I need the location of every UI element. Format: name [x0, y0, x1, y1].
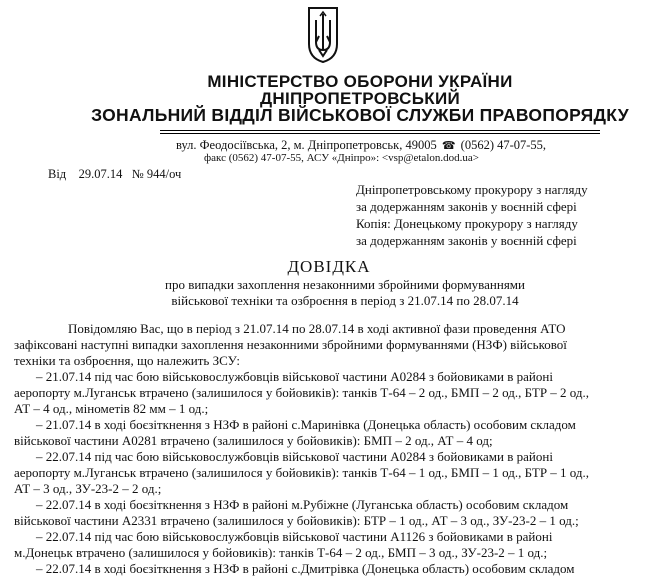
document-subtitle: військової техніки та озброєння в період з 21.07.14 по 28.07.14: [171, 293, 519, 308]
region-title: ДНІПРОПЕТРОВСЬКИЙ: [260, 89, 460, 108]
body-line: техніки та озброєння, що належить ЗСУ:: [14, 353, 240, 368]
phone-number: (0562) 47-07-55,: [460, 138, 547, 152]
body-line: зафіксовані наступні випадки захоплення незаконними збройними формуваннями (НЗФ) військової: [14, 337, 567, 352]
telephone-icon: ☎: [441, 140, 456, 152]
body-line: військової частини А0281 втрачено (залишилося у бойовиків): БМП – 2 од., АТ – 4 од;: [14, 433, 493, 448]
reference-label: Від: [48, 167, 67, 181]
body-line: – 22.07.14 в ході боєзіткнення з НЗФ в районі с.Дмитрівка (Донецька область) особовим складом: [36, 561, 575, 576]
body-line: АТ – 4 од., мінометів 82 мм – 1 од.;: [14, 401, 209, 416]
body-line: аеропорту м.Луганськ втрачено (залишилося у бойовиків): танків Т-64 – 1 од., БМП – 1 од., БТР – 1 од.,: [14, 465, 590, 480]
body-line: – 21.07.14 в ході боєзіткнення з НЗФ в районі с.Маринівка (Донецька область) особовим складом: [36, 417, 576, 432]
recipient-line: Дніпропетровському прокурору з нагляду: [356, 182, 588, 197]
department-title: ЗОНАЛЬНИЙ ВІДДІЛ ВІЙСЬКОВОЇ СЛУЖБИ ПРАВОПОРЯДКУ: [91, 105, 629, 125]
body-line: військової частини А2331 втрачено (залишилося у бойовиків): БТР – 1 од., АТ – 3 од., ЗУ-23-2 – 1 од.;: [14, 513, 579, 528]
ministry-title: МІНІСТЕРСТВО ОБОРОНИ УКРАЇНИ: [207, 72, 513, 91]
reference-date: 29.07.14: [78, 167, 123, 181]
document-subtitle: про випадки захоплення незаконними збройними формуваннями: [164, 277, 525, 292]
header-divider-secondary: [160, 133, 600, 134]
document-title: ДОВІДКА: [287, 257, 371, 276]
street-address: вул. Феодосіївська, 2, м. Дніпропетровськ, 49005: [176, 138, 437, 152]
address-line: [176, 138, 546, 153]
body-line: м.Донецьк втрачено (залишилося у бойовиків): танків Т-64 – 2 од., БМП – 3 од., ЗУ-23-2 – 1 од.;: [14, 545, 548, 560]
coat-of-arms-icon: [306, 6, 340, 64]
reference-number: № 944/оч: [131, 167, 182, 181]
reference-line: [48, 167, 181, 182]
body-line: – 22.07.14 під час бою військовослужбовців військової частини А0284 з бойовиками в районі: [36, 449, 553, 464]
recipient-line: за додержанням законів у воєнній сфері: [356, 233, 577, 248]
body-line: Повідомляю Вас, що в період з 21.07.14 по 28.07.14 в ході активної фази проведення АТО: [68, 321, 566, 336]
recipient-line: Копія: Донецькому прокурору з нагляду: [356, 216, 578, 231]
body-line: – 21.07.14 під час бою військовослужбовців військової частини А0284 з бойовиками в районі: [36, 369, 553, 384]
recipient-line: за додержанням законів у воєнній сфері: [356, 199, 577, 214]
body-line: – 22.07.14 під час бою військовослужбовців військової частини А1126 з бойовиками в районі: [36, 529, 553, 544]
body-line: – 22.07.14 в ході боєзіткнення з НЗФ в районі м.Рубіжне (Луганська область) особовим складом: [36, 497, 569, 512]
body-line: АТ – 3 од., ЗУ-23-2 – 2 од.;: [14, 481, 162, 496]
body-line: аеропорту м.Луганськ втрачено (залишилося у бойовиків): танків Т-64 – 2 од., БМП – 2 од., БТР – 2 од.,: [14, 385, 590, 400]
header-divider: [160, 130, 600, 131]
fax-line: факс (0562) 47-07-55, АСУ «Дніпро»: <vsp@etalon.dod.ua>: [204, 152, 479, 164]
